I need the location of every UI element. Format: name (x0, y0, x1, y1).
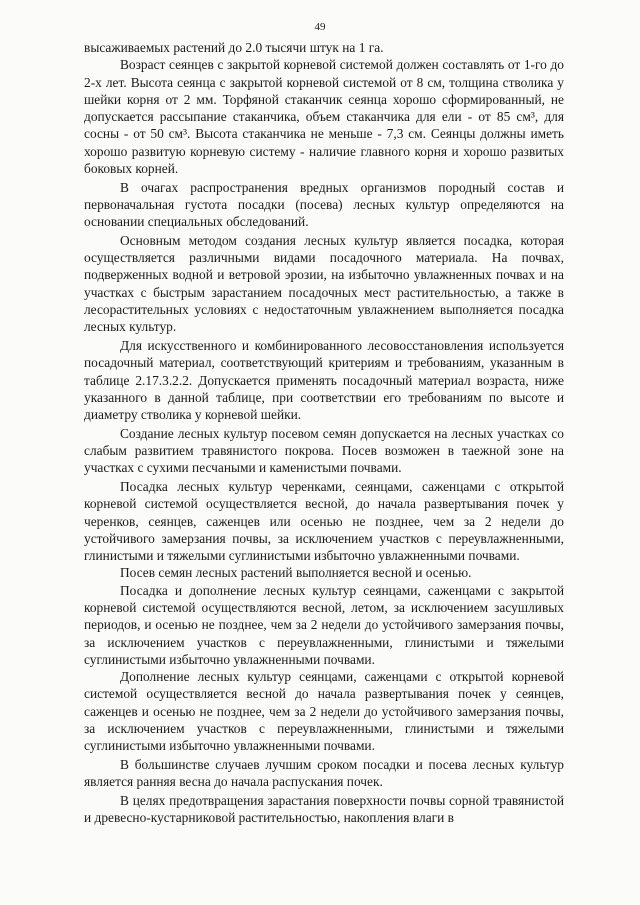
paragraph: Посадка лесных культур черенками, сеянцами, саженцами с открытой корневой системой осуществляется весной, до начала развертывания почек у черенков, сеянцев, саженцев или осенью не позднее, чем за 2 недели до устойчивого замерзания почвы, за исключением участков с переувлажненными, глинистыми и тяжелыми суглинистыми избыточно увлажненными почвами. (84, 478, 564, 564)
paragraph: высаживаемых растений до 2.0 тысячи штук на 1 га. (84, 40, 384, 55)
paragraph: Для искусственного и комбинированного лесовосстановления используется посадочный материал, соответствующий критериям и требованиям, указанным в таблице 2.17.3.2.2. Допускается применять посадочный материал возраста, ниже указанного в данной таблице, при соответствии его требованиям по высоте и диаметру стволика у корневой шейки. (84, 337, 564, 423)
body-text (84, 39, 564, 826)
page-number: 49 (314, 21, 326, 33)
paragraph: В целях предотвращения зарастания поверхности почвы сорной травянистой и древесно-кустарниковой растительностью, накопления влаги в (84, 792, 564, 826)
paragraph: Посадка и дополнение лесных культур сеянцами, саженцами с закрытой корневой системой осуществляются весной, летом, за исключением засушливых периодов, и осенью не позднее, чем за 2 недели до устойчивого замерзания почвы, за исключением участков с переувлажненными, глинистыми и тяжелыми суглинистыми избыточно увлажненными почвами. (84, 582, 564, 667)
paragraph: Дополнение лесных культур сеянцами, саженцами с открытой корневой системой осуществляется весной до начала развертывания почек у сеянцев, саженцев и осенью не позднее, чем за 2 недели до устойчивого замерзания почвы, за исключением участков с переувлажненными, глинистыми и тяжелыми суглинистыми избыточно увлажненными почвами. (84, 669, 564, 754)
paragraph: Возраст сеянцев с закрытой корневой системой должен составлять от 1-го до 2-х лет. Высота сеянца с закрытой корневой системой от 8 см, толщина стволика у шейки корня от 2 мм. Торфяной стаканчик сеянца хорошо сформированный, не допускается рассыпание стаканчика, объем стаканчика для ели - от 85 см³, для сосны - от 50 см³. Высота стаканчика не меньше - 7,3 см. Сеянцы должны иметь хорошо развитую корневую систему - наличие главного корня и хорошо развитых боковых корней. (84, 57, 564, 177)
paragraph: Посев семян лесных растений выполняется весной и осенью. (120, 565, 472, 581)
paragraph: В очагах распространения вредных организмов породный состав и первоначальная густота посадки (посева) лесных культур определяются на основании специальных обследований. (84, 179, 564, 230)
paragraph: Основным методом создания лесных культур является посадка, которая осуществляется различными видами посадочного материала. На почвах, подверженных водной и ветровой эрозии, на избыточно увлажненных почвах и на участках с быстрым зарастанием посадочных мест растительностью, а также в лесорастительных условиях с недостаточным увлажнением выполняется посадка лесных культур. (84, 232, 564, 335)
paragraph: В большинстве случаев лучшим сроком посадки и посева лесных культур является ранняя весна до начала распускания почек. (84, 756, 564, 790)
paragraph: Создание лесных культур посевом семян допускается на лесных участках со слабым развитием травянистого покрова. Посев возможен в таежной зоне на участках с сухими песчаными и каменистыми почвами. (84, 425, 564, 476)
